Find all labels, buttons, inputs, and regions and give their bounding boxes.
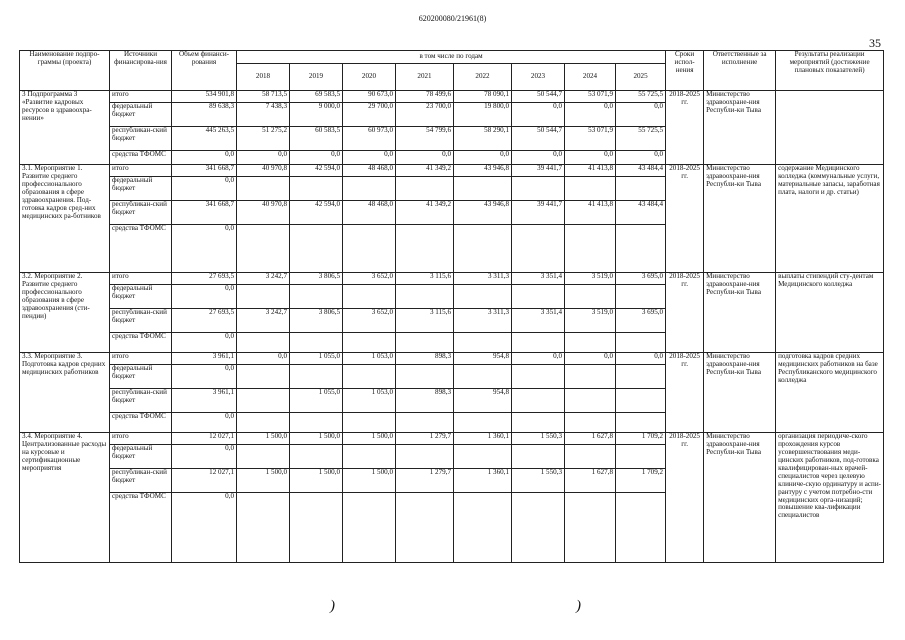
year-value-2025: 1 709,2 bbox=[616, 433, 666, 445]
year-value-2019: 42 594,0 bbox=[290, 165, 343, 177]
year-value-2023: 1 550,3 bbox=[512, 469, 565, 493]
year-value-2025 bbox=[616, 413, 666, 433]
year-value-2024: 0,0 bbox=[565, 151, 616, 165]
table-row bbox=[20, 353, 884, 365]
header-responsible: Ответственные за исполнение bbox=[704, 51, 776, 91]
year-value-2021 bbox=[396, 285, 454, 309]
year-value-2019: 1 500,0 bbox=[290, 469, 343, 493]
funding-total: 0,0 bbox=[172, 177, 237, 201]
table-row bbox=[20, 165, 884, 177]
year-value-2022: 3 311,3 bbox=[454, 273, 512, 285]
year-value-2019: 1 055,0 bbox=[290, 389, 343, 413]
year-value-2018 bbox=[237, 285, 290, 309]
year-value-2018: 40 970,8 bbox=[237, 201, 290, 225]
year-value-2025 bbox=[616, 177, 666, 201]
responsible-body: Министерство здравоохране-ния Республи-ки Тыва bbox=[704, 91, 776, 165]
responsible-body: Министерство здравоохране-ния Республи-ки Тыва bbox=[704, 273, 776, 353]
year-value-2021: 78 499,6 bbox=[396, 91, 454, 103]
header-year-2025: 2025 bbox=[616, 64, 666, 91]
year-value-2021: 3 115,6 bbox=[396, 273, 454, 285]
funding-total: 341 668,7 bbox=[172, 201, 237, 225]
funding-source: федеральный бюджет bbox=[110, 445, 172, 469]
table-row bbox=[20, 91, 884, 103]
year-value-2024 bbox=[565, 413, 616, 433]
program-name: 3.2. Мероприятие 2. Развитие среднего профессионального образования в сфере здравоохранения (сти-пендии) bbox=[20, 273, 110, 353]
year-value-2018 bbox=[237, 225, 290, 273]
year-value-2021: 41 349,2 bbox=[396, 201, 454, 225]
year-value-2018 bbox=[237, 413, 290, 433]
year-value-2022 bbox=[454, 333, 512, 353]
year-value-2019 bbox=[290, 413, 343, 433]
year-value-2021: 3 115,6 bbox=[396, 309, 454, 333]
funding-total: 445 263,5 bbox=[172, 127, 237, 151]
expected-results: содержание Медицинского колледжа (коммунальные услуги, материальные запасы, заработная плата, налоги и др. статьи) bbox=[776, 165, 884, 273]
year-value-2024 bbox=[565, 493, 616, 563]
year-value-2023: 0,0 bbox=[512, 103, 565, 127]
year-value-2018 bbox=[237, 333, 290, 353]
year-value-2018 bbox=[237, 445, 290, 469]
year-value-2020 bbox=[343, 413, 396, 433]
year-value-2020 bbox=[343, 333, 396, 353]
year-value-2018 bbox=[237, 389, 290, 413]
year-value-2020: 60 973,0 bbox=[343, 127, 396, 151]
funding-total: 0,0 bbox=[172, 413, 237, 433]
year-value-2021 bbox=[396, 445, 454, 469]
year-value-2024: 41 413,8 bbox=[565, 165, 616, 177]
year-value-2021: 1 279,7 bbox=[396, 433, 454, 445]
year-value-2020: 3 652,0 bbox=[343, 273, 396, 285]
year-value-2023 bbox=[512, 285, 565, 309]
year-value-2023: 3 351,4 bbox=[512, 309, 565, 333]
deadline: 2018-2025 гг. bbox=[666, 165, 704, 273]
year-value-2022 bbox=[454, 285, 512, 309]
year-value-2022 bbox=[454, 225, 512, 273]
year-value-2025: 0,0 bbox=[616, 151, 666, 165]
deadline: 2018-2025 гг. bbox=[666, 91, 704, 165]
year-value-2019 bbox=[290, 285, 343, 309]
funding-source: республикан-ский бюджет bbox=[110, 201, 172, 225]
year-value-2022: 1 360,1 bbox=[454, 433, 512, 445]
year-value-2024: 3 519,0 bbox=[565, 309, 616, 333]
expected-results: подготовка кадров средних медицинских работников на базе Республиканского медицинского колледжа bbox=[776, 353, 884, 433]
year-value-2018: 3 242,7 bbox=[237, 309, 290, 333]
year-value-2025: 0,0 bbox=[616, 353, 666, 365]
year-value-2021 bbox=[396, 365, 454, 389]
year-value-2018: 40 970,8 bbox=[237, 165, 290, 177]
year-value-2019: 1 055,0 bbox=[290, 353, 343, 365]
year-value-2023: 50 544,7 bbox=[512, 91, 565, 103]
expected-results: организация периодиче-ского прохождения курсов усовершенствования меди-цинских работников, под-готовка квалифицирован-ных врачей-специалистов через целевую клиниче-скую ординатуру и аспи-рантуру с учетом потребно-сти медицинских орга-низаций; повышение ква-лификации специалистов bbox=[776, 433, 884, 563]
year-value-2025 bbox=[616, 365, 666, 389]
year-value-2020 bbox=[343, 365, 396, 389]
year-value-2023 bbox=[512, 413, 565, 433]
deadline: 2018-2025 гг. bbox=[666, 273, 704, 353]
financing-table bbox=[19, 50, 884, 563]
year-value-2019 bbox=[290, 365, 343, 389]
year-value-2024: 3 519,0 bbox=[565, 273, 616, 285]
year-value-2024 bbox=[565, 333, 616, 353]
expected-results: выплаты стипендий сту-дентам Медицинского колледжа bbox=[776, 273, 884, 353]
deadline: 2018-2025 гг. bbox=[666, 433, 704, 563]
program-name: 3 Подпрограмма 3 «Развитие кадровых ресурсов в здравоохра-нении» bbox=[20, 91, 110, 165]
year-value-2020: 29 700,0 bbox=[343, 103, 396, 127]
header-name: Наименование подпро-граммы (проекта) bbox=[20, 51, 110, 91]
year-value-2023 bbox=[512, 177, 565, 201]
year-value-2024: 1 627,8 bbox=[565, 433, 616, 445]
funding-source: средства ТФОМС bbox=[110, 333, 172, 353]
year-value-2023: 1 550,3 bbox=[512, 433, 565, 445]
header-volume: Объем финанси-рования bbox=[172, 51, 237, 91]
year-value-2020: 1 053,0 bbox=[343, 389, 396, 413]
year-value-2018 bbox=[237, 493, 290, 563]
year-value-2022 bbox=[454, 493, 512, 563]
year-value-2021: 898,3 bbox=[396, 353, 454, 365]
funding-total: 0,0 bbox=[172, 285, 237, 309]
year-value-2020: 3 652,0 bbox=[343, 309, 396, 333]
year-value-2022 bbox=[454, 365, 512, 389]
funding-source: итого bbox=[110, 433, 172, 445]
program-name: 3.3. Мероприятие 3. Подготовка кадров средних медицинских работников bbox=[20, 353, 110, 433]
year-value-2021: 0,0 bbox=[396, 151, 454, 165]
funding-total: 3 961,1 bbox=[172, 353, 237, 365]
year-value-2022: 0,0 bbox=[454, 151, 512, 165]
year-value-2025: 3 695,0 bbox=[616, 273, 666, 285]
year-value-2020: 90 673,0 bbox=[343, 91, 396, 103]
program-name: 3.1. Мероприятие 1. Развитие среднего профессионального образования в сфере здравоохранения. Под-готовка кадров сред-них медицинских ра-ботников bbox=[20, 165, 110, 273]
year-value-2022: 954,8 bbox=[454, 389, 512, 413]
year-value-2021: 23 700,0 bbox=[396, 103, 454, 127]
year-value-2020: 1 500,0 bbox=[343, 469, 396, 493]
year-value-2025: 55 725,5 bbox=[616, 91, 666, 103]
year-value-2019: 0,0 bbox=[290, 151, 343, 165]
year-value-2022: 58 290,1 bbox=[454, 127, 512, 151]
funding-total: 0,0 bbox=[172, 333, 237, 353]
handwritten-mark-right: ) bbox=[576, 598, 581, 614]
funding-total: 0,0 bbox=[172, 445, 237, 469]
funding-source: федеральный бюджет bbox=[110, 365, 172, 389]
year-value-2018: 58 713,5 bbox=[237, 91, 290, 103]
expected-results bbox=[776, 91, 884, 165]
header-year-2024: 2024 bbox=[565, 64, 616, 91]
funding-total: 89 638,3 bbox=[172, 103, 237, 127]
year-value-2025 bbox=[616, 225, 666, 273]
header-year-2022: 2022 bbox=[454, 64, 512, 91]
year-value-2022: 43 946,8 bbox=[454, 201, 512, 225]
year-value-2024: 0,0 bbox=[565, 353, 616, 365]
year-value-2024 bbox=[565, 445, 616, 469]
funding-source: средства ТФОМС bbox=[110, 151, 172, 165]
handwritten-mark-left: ) bbox=[330, 598, 335, 614]
year-value-2023 bbox=[512, 225, 565, 273]
year-value-2024 bbox=[565, 177, 616, 201]
funding-source: итого bbox=[110, 353, 172, 365]
year-value-2020 bbox=[343, 445, 396, 469]
year-value-2023 bbox=[512, 389, 565, 413]
year-value-2024: 0,0 bbox=[565, 103, 616, 127]
year-value-2022 bbox=[454, 413, 512, 433]
funding-source: итого bbox=[110, 91, 172, 103]
year-value-2019 bbox=[290, 493, 343, 563]
year-value-2023 bbox=[512, 445, 565, 469]
header-year-2018: 2018 bbox=[237, 64, 290, 91]
year-value-2025 bbox=[616, 285, 666, 309]
year-value-2024: 53 071,9 bbox=[565, 127, 616, 151]
program-name: 3.4. Мероприятие 4. Централизованные расходы на курсовые и сертификационные мероприятия bbox=[20, 433, 110, 563]
year-value-2021 bbox=[396, 225, 454, 273]
funding-source: республикан-ский бюджет bbox=[110, 469, 172, 493]
year-value-2020: 48 468,0 bbox=[343, 201, 396, 225]
header-deadline: Сроки испол-нения bbox=[666, 51, 704, 91]
funding-source: республикан-ский бюджет bbox=[110, 309, 172, 333]
year-value-2023 bbox=[512, 365, 565, 389]
year-value-2018 bbox=[237, 177, 290, 201]
year-value-2020 bbox=[343, 285, 396, 309]
year-value-2021 bbox=[396, 177, 454, 201]
year-value-2023: 50 544,7 bbox=[512, 127, 565, 151]
year-value-2022 bbox=[454, 445, 512, 469]
funding-source: федеральный бюджет bbox=[110, 103, 172, 127]
year-value-2022: 3 311,3 bbox=[454, 309, 512, 333]
year-value-2025: 55 725,5 bbox=[616, 127, 666, 151]
year-value-2025: 1 709,2 bbox=[616, 469, 666, 493]
year-value-2019: 9 000,0 bbox=[290, 103, 343, 127]
page-number: 35 bbox=[869, 36, 881, 50]
year-value-2019 bbox=[290, 177, 343, 201]
header-year-2023: 2023 bbox=[512, 64, 565, 91]
year-value-2021: 898,3 bbox=[396, 389, 454, 413]
year-value-2025: 3 695,0 bbox=[616, 309, 666, 333]
year-value-2022: 954,8 bbox=[454, 353, 512, 365]
year-value-2019: 3 806,5 bbox=[290, 309, 343, 333]
funding-total: 341 668,7 bbox=[172, 165, 237, 177]
year-value-2024: 53 071,9 bbox=[565, 91, 616, 103]
funding-total: 0,0 bbox=[172, 365, 237, 389]
funding-total: 3 961,1 bbox=[172, 389, 237, 413]
funding-total: 27 693,5 bbox=[172, 309, 237, 333]
year-value-2020: 48 468,0 bbox=[343, 165, 396, 177]
year-value-2024 bbox=[565, 285, 616, 309]
funding-source: федеральный бюджет bbox=[110, 285, 172, 309]
funding-source: средства ТФОМС bbox=[110, 413, 172, 433]
header-year-2021: 2021 bbox=[396, 64, 454, 91]
year-value-2024: 41 413,8 bbox=[565, 201, 616, 225]
header-row-1 bbox=[20, 51, 884, 64]
year-value-2023: 3 351,4 bbox=[512, 273, 565, 285]
year-value-2018: 1 500,0 bbox=[237, 469, 290, 493]
year-value-2025 bbox=[616, 389, 666, 413]
year-value-2021 bbox=[396, 333, 454, 353]
header-year-2020: 2020 bbox=[343, 64, 396, 91]
year-value-2025 bbox=[616, 333, 666, 353]
year-value-2020 bbox=[343, 493, 396, 563]
header-year-2019: 2019 bbox=[290, 64, 343, 91]
funding-total: 12 027,1 bbox=[172, 433, 237, 445]
year-value-2018: 0,0 bbox=[237, 353, 290, 365]
year-value-2022: 1 360,1 bbox=[454, 469, 512, 493]
year-value-2018: 0,0 bbox=[237, 151, 290, 165]
header-by-years: в том числе по годам bbox=[237, 51, 666, 64]
funding-source: средства ТФОМС bbox=[110, 225, 172, 273]
year-value-2018: 51 275,2 bbox=[237, 127, 290, 151]
year-value-2022 bbox=[454, 177, 512, 201]
year-value-2018: 1 500,0 bbox=[237, 433, 290, 445]
table-row bbox=[20, 273, 884, 285]
funding-total: 0,0 bbox=[172, 493, 237, 563]
year-value-2018: 3 242,7 bbox=[237, 273, 290, 285]
year-value-2021 bbox=[396, 493, 454, 563]
responsible-body: Министерство здравоохране-ния Республи-ки Тыва bbox=[704, 433, 776, 563]
year-value-2020 bbox=[343, 177, 396, 201]
funding-source: республикан-ский бюджет bbox=[110, 127, 172, 151]
year-value-2025: 43 484,4 bbox=[616, 201, 666, 225]
header-results: Результаты реализации мероприятий (достижение плановых показателей) bbox=[776, 51, 884, 91]
year-value-2024 bbox=[565, 225, 616, 273]
responsible-body: Министерство здравоохране-ния Республи-ки Тыва bbox=[704, 353, 776, 433]
year-value-2019 bbox=[290, 333, 343, 353]
year-value-2024: 1 627,8 bbox=[565, 469, 616, 493]
year-value-2021: 1 279,7 bbox=[396, 469, 454, 493]
year-value-2019: 42 594,0 bbox=[290, 201, 343, 225]
year-value-2020: 0,0 bbox=[343, 151, 396, 165]
year-value-2019 bbox=[290, 445, 343, 469]
document-id: 620200080/21961(8) bbox=[418, 14, 487, 23]
year-value-2019 bbox=[290, 225, 343, 273]
year-value-2025: 43 484,4 bbox=[616, 165, 666, 177]
deadline: 2018-2025 гг. bbox=[666, 353, 704, 433]
year-value-2023: 39 441,7 bbox=[512, 165, 565, 177]
funding-source: республикан-ский бюджет bbox=[110, 389, 172, 413]
funding-total: 0,0 bbox=[172, 225, 237, 273]
funding-total: 534 901,8 bbox=[172, 91, 237, 103]
year-value-2019: 1 500,0 bbox=[290, 433, 343, 445]
year-value-2018: 7 438,3 bbox=[237, 103, 290, 127]
funding-source: итого bbox=[110, 165, 172, 177]
year-value-2020: 1 053,0 bbox=[343, 353, 396, 365]
table-row bbox=[20, 433, 884, 445]
year-value-2021: 41 349,2 bbox=[396, 165, 454, 177]
year-value-2023 bbox=[512, 333, 565, 353]
year-value-2025 bbox=[616, 493, 666, 563]
funding-source: федеральный бюджет bbox=[110, 177, 172, 201]
header-sources: Источники финансирова-ния bbox=[110, 51, 172, 91]
year-value-2025 bbox=[616, 445, 666, 469]
year-value-2020: 1 500,0 bbox=[343, 433, 396, 445]
year-value-2022: 19 800,0 bbox=[454, 103, 512, 127]
year-value-2024 bbox=[565, 389, 616, 413]
table-body bbox=[20, 91, 884, 563]
year-value-2024 bbox=[565, 365, 616, 389]
funding-source: средства ТФОМС bbox=[110, 493, 172, 563]
funding-total: 27 693,5 bbox=[172, 273, 237, 285]
year-value-2019: 60 583,5 bbox=[290, 127, 343, 151]
year-value-2022: 43 946,8 bbox=[454, 165, 512, 177]
funding-source: итого bbox=[110, 273, 172, 285]
year-value-2020 bbox=[343, 225, 396, 273]
year-value-2023: 0,0 bbox=[512, 353, 565, 365]
year-value-2023 bbox=[512, 493, 565, 563]
year-value-2023: 39 441,7 bbox=[512, 201, 565, 225]
funding-total: 0,0 bbox=[172, 151, 237, 165]
year-value-2019: 3 806,5 bbox=[290, 273, 343, 285]
year-value-2022: 78 090,1 bbox=[454, 91, 512, 103]
funding-total: 12 027,1 bbox=[172, 469, 237, 493]
year-value-2023: 0,0 bbox=[512, 151, 565, 165]
year-value-2021: 54 799,6 bbox=[396, 127, 454, 151]
responsible-body: Министерство здравоохране-ния Республи-ки Тыва bbox=[704, 165, 776, 273]
year-value-2019: 69 583,5 bbox=[290, 91, 343, 103]
year-value-2018 bbox=[237, 365, 290, 389]
year-value-2021 bbox=[396, 413, 454, 433]
year-value-2025: 0,0 bbox=[616, 103, 666, 127]
